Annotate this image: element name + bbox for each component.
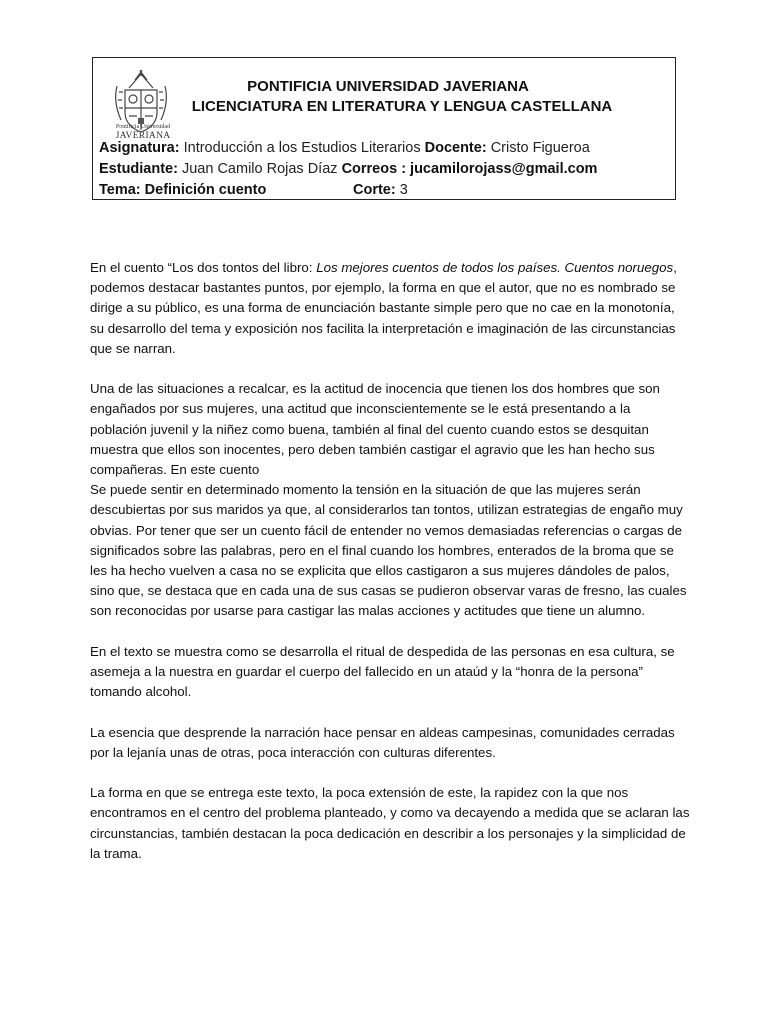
paragraph-1-rest: , podemos destacar bastantes puntos, por ejemplo, la forma en que el autor, que no es nombrado se dirige a su público, es una forma de enunciación bastante simple pero que no cae en la monotonía, su desarrollo del tema y exposición nos facilita la interpretación e imaginación de las circunstancias que se narran.: [90, 260, 677, 356]
paragraph-5: La esencia que desprende la narración hace pensar en aldeas campesinas, comunidades cerradas por la lejanía unas de otras, poca interacción con culturas diferentes.: [90, 724, 675, 760]
docente-label: Docente:: [424, 140, 487, 156]
correos-label: Correos : jucamilorojass@gmail.com: [341, 161, 598, 177]
asignatura-value: Introducción a los Estudios Literarios: [183, 140, 421, 156]
paragraph-1: [90, 258, 690, 359]
estudiante-label: Estudiante:: [99, 161, 178, 177]
estudiante-value: Juan Camilo Rojas Díaz: [181, 161, 338, 177]
book-title: Los mejores cuentos de todos los países. Cuentos noruegos: [316, 260, 674, 275]
asignatura-line: [99, 139, 590, 157]
document-header: [92, 57, 676, 200]
paragraph-4: En el texto se muestra como se desarrolla el ritual de despedida de las personas en esa cultura, se asemeja a la nuestra en guardar el cuerpo del fallecido en un ataúd y la “honra de la persona” tomando alcohol.: [90, 643, 675, 700]
logo-line-2: JAVERIANA: [115, 131, 171, 141]
paragraph-3: Se puede sentir en determinado momento la tensión en la situación de que las mujeres serán descubiertas por sus maridos ya que, al considerarlos tan tontos, utilizan estrategias de engaño muy obvias. Por tener que ser un cuento fácil de entender no vemos demasiadas referencias o cargas de significados sobre las palabras, pero en el final cuando los hombres, enterados de la broma que se les ha hecho vuelven a casa no se explicita que ellos castigaron a sus mujeres dándoles de palos, sino que, se destaca que en cada una de sus casas se pudieron observar varas de fresno, las cuales son reconocidas por usarse para castigar las malas acciones y actitudes que tiene un alumno.: [90, 482, 687, 619]
corte-field: [353, 181, 408, 199]
paragraph-6: La forma en que se entrega este texto, la poca extensión de este, la rapidez con la que nos encontramos en el centro del problema planteado, y como va decayendo a medida que se aclaran las circunstancias, también destacan la poca dedicación en describir a los personajes y la simplicidad de la trama.: [90, 785, 690, 861]
paragraph-2: Una de las situaciones a recalcar, es la actitud de inocencia que tienen los dos hombres que son engañados por sus mujeres, una actitud que inconscientemente se le está presentando a la población juvenil y la niñez como buena, también al final del cuento cuando estos se desquitan muestra que ellos son inocentes, pero deben también castigar el agravio que les han hecho sus compañeras. En este cuento: [90, 381, 660, 478]
document-body: [90, 258, 690, 884]
tema-line: [99, 181, 408, 199]
corte-value: 3: [399, 182, 408, 198]
program-title: LICENCIATURA EN LITERATURA Y LENGUA CASTELLANA: [191, 98, 613, 115]
paragraph-1-intro: En el cuento “Los dos tontos del libro:: [90, 260, 317, 275]
docente-value: Cristo Figueroa: [490, 140, 590, 156]
tema-label: Tema: Definición cuento: [99, 182, 267, 198]
logo-line-1: Pontificia Universidad: [115, 124, 171, 130]
asignatura-label: Asignatura:: [99, 140, 180, 156]
corte-label: Corte:: [353, 182, 396, 198]
university-title: PONTIFICIA UNIVERSIDAD JAVERIANA: [247, 78, 529, 95]
estudiante-line: [99, 160, 597, 178]
